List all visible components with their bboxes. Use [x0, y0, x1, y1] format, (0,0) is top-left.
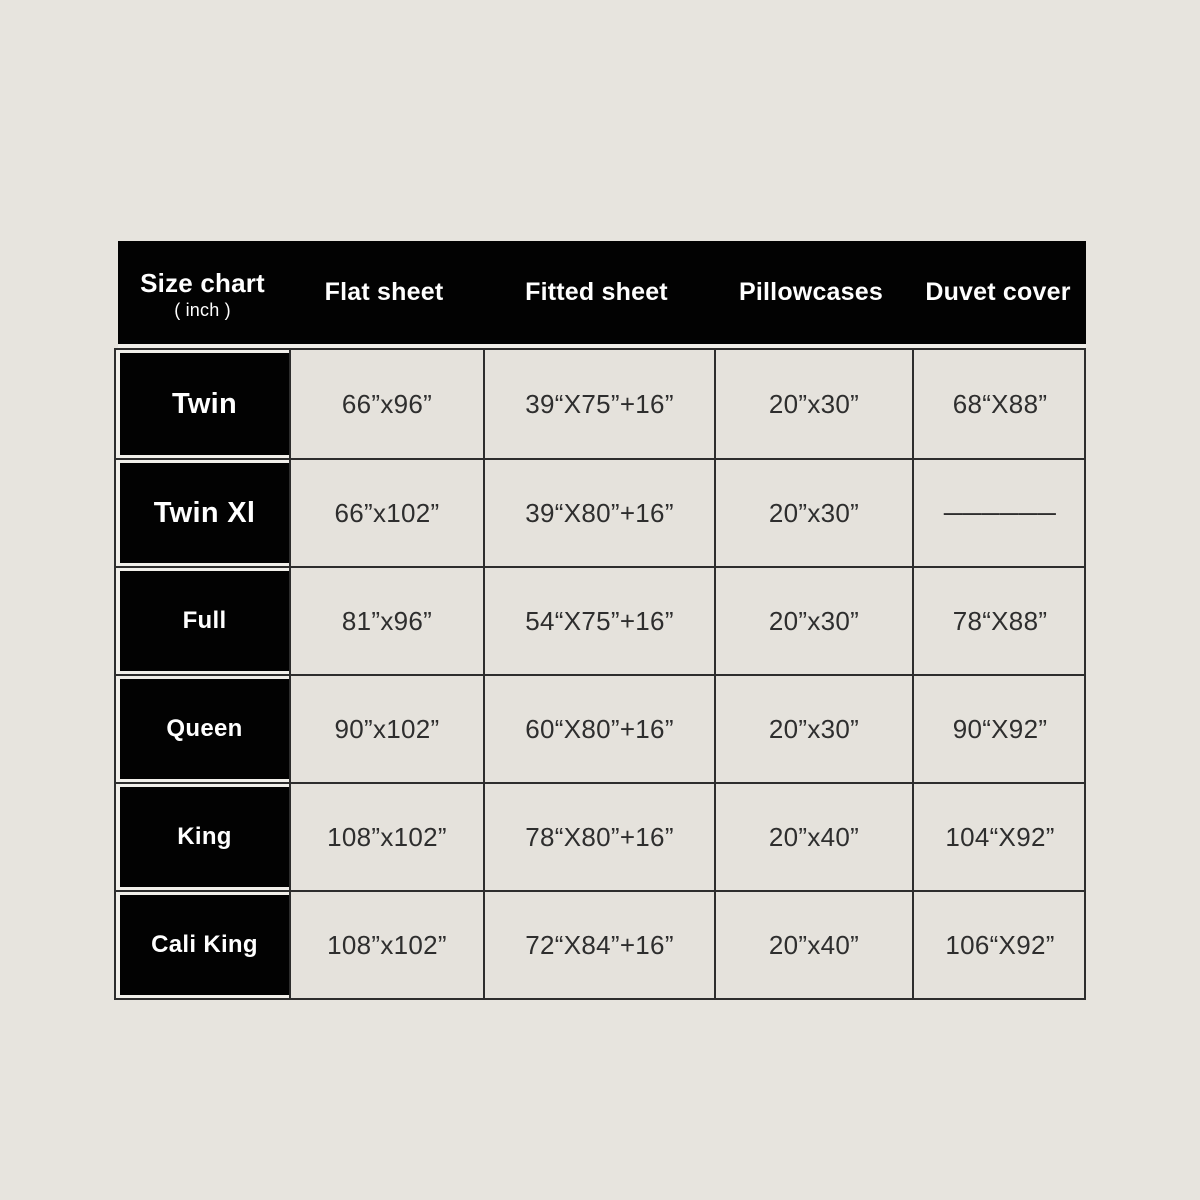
fitted-sheet-value: 39“X80”+16” — [483, 460, 714, 566]
header-duvet-cover: Duvet cover — [925, 278, 1071, 306]
row-label: Twin Xl — [120, 463, 289, 563]
fitted-sheet-value: 60“X80”+16” — [483, 676, 714, 782]
row-label-cell — [116, 460, 289, 566]
row-label-cell — [116, 784, 289, 890]
flat-sheet-value: 90”x102” — [289, 676, 483, 782]
row-label: Twin — [120, 353, 289, 455]
size-chart-table — [114, 241, 1086, 1000]
pillowcases-value: 20”x40” — [714, 892, 912, 998]
row-label: King — [120, 787, 289, 887]
fitted-sheet-value: 78“X80”+16” — [483, 784, 714, 890]
table-row-twin-xl — [116, 458, 1084, 566]
fitted-sheet-value: 54“X75”+16” — [483, 568, 714, 674]
header-size-chart-unit: ( inch ) — [174, 300, 231, 320]
row-label-cell — [116, 676, 289, 782]
row-label-cell — [116, 568, 289, 674]
flat-sheet-value: 108”x102” — [289, 784, 483, 890]
header-size-chart-title: Size chart — [140, 268, 265, 298]
row-label: Queen — [120, 679, 289, 779]
pillowcases-value: 20”x40” — [714, 784, 912, 890]
duvet-cover-value: ────── — [912, 460, 1086, 566]
duvet-cover-value: 104“X92” — [912, 784, 1086, 890]
table-row-king — [116, 782, 1084, 890]
duvet-cover-value: 106“X92” — [912, 892, 1086, 998]
header-pillowcases: Pillowcases — [739, 278, 883, 306]
fitted-sheet-value: 72“X84”+16” — [483, 892, 714, 998]
row-label: Full — [120, 571, 289, 671]
table-row-full — [116, 566, 1084, 674]
table-row-twin — [116, 350, 1084, 458]
flat-sheet-value: 108”x102” — [289, 892, 483, 998]
table-header-row — [118, 241, 1086, 344]
header-fitted-sheet: Fitted sheet — [525, 278, 668, 306]
flat-sheet-value: 66”x102” — [289, 460, 483, 566]
duvet-cover-value: 78“X88” — [912, 568, 1086, 674]
fitted-sheet-value: 39“X75”+16” — [483, 350, 714, 458]
duvet-cover-value: 68“X88” — [912, 350, 1086, 458]
pillowcases-value: 20”x30” — [714, 350, 912, 458]
pillowcases-value: 20”x30” — [714, 568, 912, 674]
duvet-cover-value: 90“X92” — [912, 676, 1086, 782]
row-label-cell — [116, 892, 289, 998]
header-flat-sheet: Flat sheet — [324, 278, 444, 306]
pillowcases-value: 20”x30” — [714, 460, 912, 566]
row-label: Cali King — [120, 895, 289, 995]
pillowcases-value: 20”x30” — [714, 676, 912, 782]
table-body — [114, 348, 1086, 1000]
flat-sheet-value: 66”x96” — [289, 350, 483, 458]
flat-sheet-value: 81”x96” — [289, 568, 483, 674]
table-row-queen — [116, 674, 1084, 782]
header-size-chart — [118, 241, 287, 344]
row-label-cell — [116, 350, 289, 458]
table-row-cali-king — [116, 890, 1084, 998]
